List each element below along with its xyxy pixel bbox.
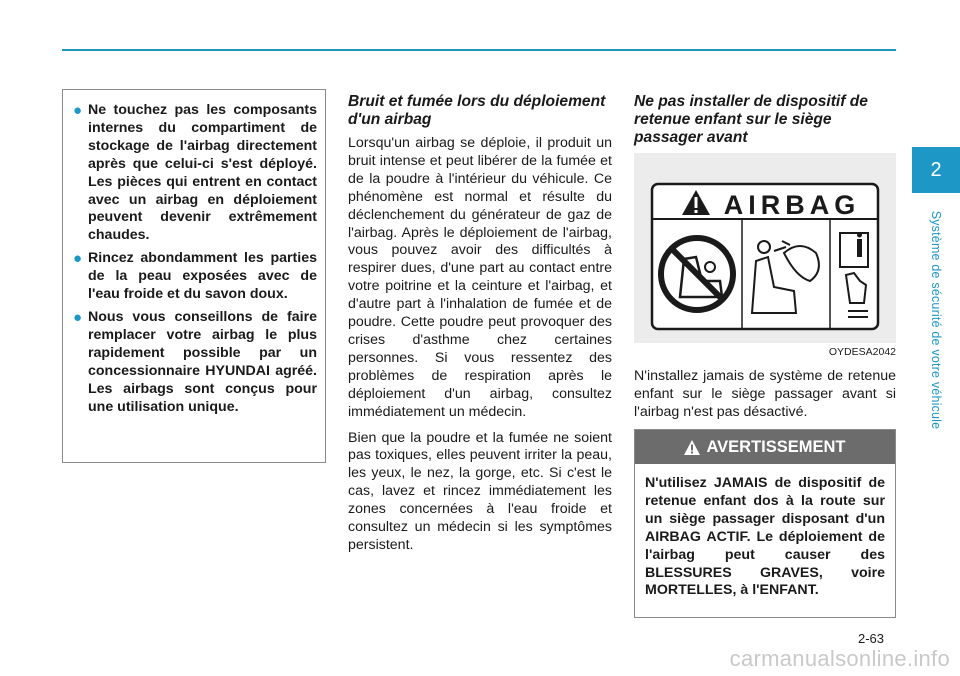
chapter-tab [912,147,960,193]
column-noise-smoke [348,93,612,563]
caution-box [62,89,326,463]
warning-title: AVERTISSEMENT [706,437,846,456]
top-rule [62,49,896,51]
chapter-number: 2 [930,158,942,181]
section-heading: Bruit et fumée lors du déploiement d'un airbag [348,93,606,128]
paragraph: Lorsqu'un airbag se déploie, il produit un bruit intense et peut libérer de la fumée et de la poudre à l'intérieur du véhicule. Ce phénomène est normal et résulte du déclenchement du générateur de gaz de l'airbag. Après le déploiement de l'airbag, vous pouvez avoir des difficultés à respirer dues, d'une part au contact entre votre poitrine et la ceinture et l'airbag, et d'autre part à l'inhalation de fumée et de poudre. Cette poudre peut provoquer des crises d'asthme chez certaines personnes. Si vous ressentez des problèmes de respiration après le déploiement d'un airbag, consultez immédiatement un médecin. [348,135,612,420]
figure-code: OYDESA2042 [828,346,896,358]
watermark: carmanualsonline.info [729,646,950,671]
bullet-icon: ● [73,308,83,326]
airbag-label-figure [634,153,896,343]
label-title: AIRBAG [723,190,861,220]
column-child-seat [634,93,896,153]
page-number: 2-63 [858,631,885,646]
bullet-icon: ● [73,250,83,268]
chapter-title: Système de sécurité de votre véhicule [929,210,943,430]
bullet-icon: ● [73,102,83,119]
warning-header [635,430,895,464]
caution-list [71,102,317,416]
section-heading: Ne pas installer de dispositif de retenue enfant sur le siège passager avant [634,93,868,146]
warning-box [634,429,896,618]
paragraph: Bien que la poudre et la fumée ne soient pas toxiques, elles peuvent irriter la peau, les yeux, le nez, la gorge, etc. Si c'est le cas, lavez et rincez immédiatement les zones concernées à l'eau froide et consultez un médecin si les symptômes persistent. [348,429,612,553]
warning-text: N'utilisez JAMAIS de dispositif de retenue enfant dos à la route sur un siège passager disposant d'un AIRBAG ACTIF. Le déploiement de l'airbag peut causer des BLESSURES GRAVES, voire MORTELLES, à l'ENFANT. [645,475,885,599]
warning-triangle-icon [684,440,700,455]
list-item: ● Nous vous conseillons de faire remplacer votre airbag le plus rapidement possible par un concessionnaire HYUNDAI agréé. Les airbags sont conçus pour une utilisation unique. [73,308,317,415]
paragraph: N'installez jamais de système de retenue enfant sur le siège passager avant si l'airbag n'est pas désactivé. [634,368,896,420]
airbag-warning-label-image [634,153,896,343]
list-item: ● Ne touchez pas les composants internes du compartiment de stockage de l'airbag directement après que celui-ci s'est déployé. Les pièces qui entrent en contact avec un airbag en déploiement peuvent devenir extrêmement chaudes. [73,102,317,244]
list-item: ● Rincez abondamment les parties de la peau exposées avec de l'eau froide et du savon doux. [73,250,317,303]
